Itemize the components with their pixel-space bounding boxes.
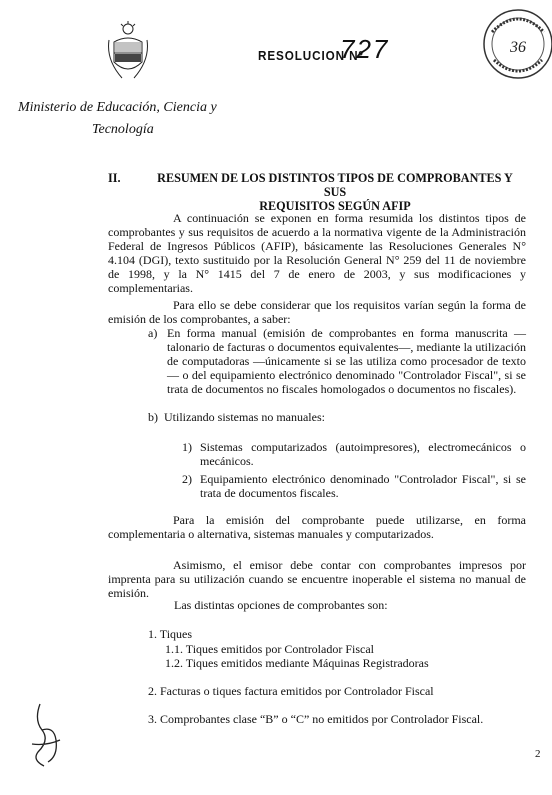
sublist-text-2: Equipamiento electrónico denominado "Controlador Fiscal", si se trata de documentos fiscales. (200, 472, 526, 500)
section-title-line-1: RESUMEN DE LOS DISTINTOS TIPOS DE COMPROBANTES Y SUS (157, 171, 513, 199)
ministry-line-1: Ministerio de Educación, Ciencia y (18, 100, 217, 115)
option-1-2: 1.2. Tiques emitidos mediante Máquinas Registradoras (165, 656, 429, 670)
option-3: 3. Comprobantes clase “B” o “C” no emitidos por Controlador Fiscal. (148, 712, 484, 726)
option-1: 1. Tiques (148, 627, 193, 641)
ministry-name (18, 97, 217, 141)
sublist-item-2 (182, 472, 526, 500)
handwritten-signature (26, 700, 66, 770)
sublist-marker-1: 1) (182, 440, 192, 454)
paragraph-printed-backup: Asimismo, el emisor debe contar con comprobantes impresos por imprenta para su utilización cuando se encuentre inoperable el sistema no manual de emisión. (108, 558, 526, 600)
section-title-line-2: REQUISITOS SEGÚN AFIP (259, 199, 411, 213)
option-1-1: 1.1. Tiques emitidos por Controlador Fiscal (165, 642, 375, 656)
list-item-a (148, 326, 526, 396)
paragraph-options-intro: Las distintas opciones de comprobantes son: (174, 598, 388, 612)
ministry-line-2: Tecnología (92, 122, 154, 137)
page-number: 2 (535, 748, 541, 760)
list-text-b: Utilizando sistemas no manuales: (164, 410, 325, 424)
section-heading (108, 171, 524, 213)
sublist-marker-2: 2) (182, 472, 192, 486)
official-stamp (478, 2, 552, 88)
sublist-text-1: Sistemas computarizados (autoimpresores), electromecánicos o mecánicos. (200, 440, 526, 468)
list-marker-b: b) (148, 410, 158, 424)
section-number: II. (108, 171, 121, 185)
resolution-number: 727 (340, 34, 390, 64)
paragraph-forms: Para ello se debe considerar que los requisitos varían según la forma de emisión de los comprobantes, a saber: (108, 298, 526, 326)
list-item-b (148, 410, 325, 424)
paragraph-complementary: Para la emisión del comprobante puede utilizarse, en forma complementaria o alternativa, sistemas manuales y computarizados. (108, 513, 526, 541)
list-text-a: En forma manual (emisión de comprobantes en forma manuscrita —talonario de facturas o documentos equivalentes—, mediante la utilización de computadoras —únicamente si se las utiliza como procesador de texto— o del equipamiento electrónico denominado "Controlador Fiscal", si se trata de documentos no fiscales homologados o documentos no fiscales). (167, 326, 526, 396)
sublist-item-1 (182, 440, 526, 468)
coat-of-arms-emblem (104, 20, 152, 84)
resolution-label: RESOLUCION Nº (258, 48, 364, 63)
list-marker-a: a) (148, 326, 158, 340)
svg-text:36: 36 (510, 39, 526, 56)
option-2: 2. Facturas o tiques factura emitidos por Controlador Fiscal (148, 684, 434, 698)
paragraph-intro: A continuación se exponen en forma resumida los distintos tipos de comprobantes y sus requisitos de acuerdo a la normativa vigente de la Administración Federal de Ingresos Públicos (AFIP), básicamente las Resoluciones Generales N° 4.104 (DGI), texto sustituido por la Resolución General N° 259 del 11 de noviembre de 1998, y la N° 1415 del 7 de enero de 2003, y sus modificaciones y complementarias. (108, 211, 526, 295)
